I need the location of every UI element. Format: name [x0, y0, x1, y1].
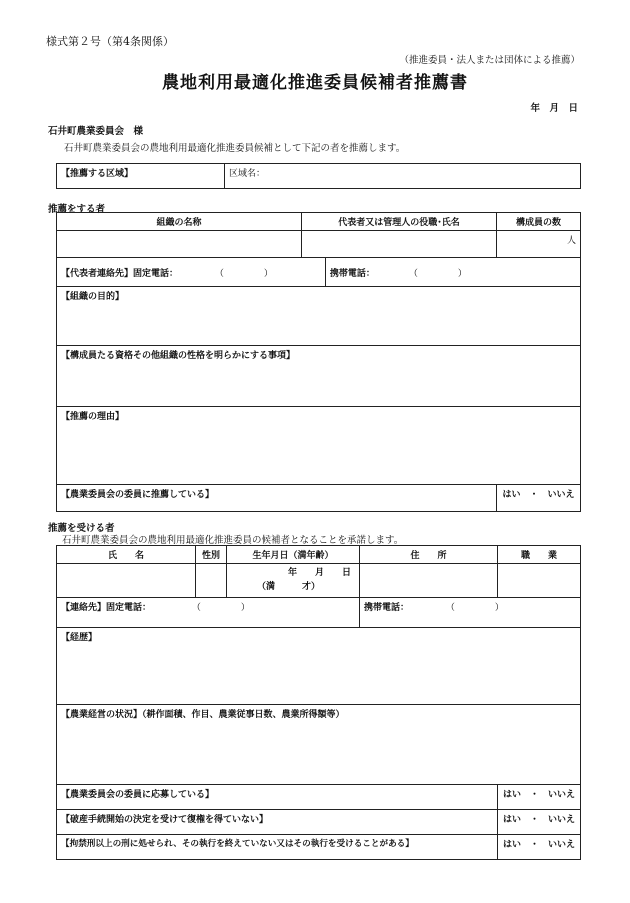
candidate-phone-label: 【連絡先】固定電話：: [61, 603, 152, 613]
member-count-header: 構成員の数: [497, 213, 581, 231]
org-name-field[interactable]: [57, 231, 302, 258]
candidate-phone-field[interactable]: [192, 600, 302, 613]
name-header: 氏 名: [57, 546, 196, 564]
q3-yes-no[interactable]: はい ・ いいえ: [498, 835, 581, 860]
farming-label: 【農業経営の状況】（耕作面積、作目、農業従事日数、農業所得額等）: [61, 710, 345, 720]
career-field[interactable]: [57, 628, 581, 705]
sex-field[interactable]: [196, 564, 227, 598]
representative-field[interactable]: [302, 231, 497, 258]
candidate-consent: 石井町農業委員会の農地利用最適化推進委員の候補者となることを承諾します。: [62, 535, 404, 546]
paren-close: ）: [263, 268, 273, 279]
recommender-table: [56, 212, 581, 512]
name-field[interactable]: [57, 564, 196, 598]
qualification-label: 【構成員たる資格その他組織の性格を明らかにする事項】: [61, 351, 296, 361]
q1-yes-no[interactable]: はい ・ いいえ: [498, 785, 581, 810]
candidate-heading: 推薦を受ける者: [48, 523, 115, 534]
committee-question: 【農業委員会の委員に推薦している】: [57, 485, 497, 512]
form-number: 様式第２号（第4条関係）: [46, 35, 174, 48]
paren-open: （: [214, 268, 224, 279]
rep-phone-field[interactable]: [215, 266, 325, 279]
area-label: 【推薦する区域】: [57, 164, 225, 189]
recommendation-type-note: （推進委員・法人または団体による推薦）: [399, 55, 580, 66]
paren-close: ）: [457, 268, 467, 279]
intro-text: 石井町農業委員会の農地利用最適化推進委員候補として下記の者を推薦します。: [64, 143, 406, 154]
paren-close: ）: [494, 603, 504, 613]
job-field[interactable]: [498, 564, 581, 598]
candidate-mobile-cell[interactable]: [360, 598, 581, 628]
q2-yes-no[interactable]: はい ・ いいえ: [498, 810, 581, 835]
paren-open: （: [408, 268, 418, 279]
recommender-heading: 推薦をする者: [48, 204, 106, 215]
birth-age: （満 才）: [257, 582, 321, 592]
rep-phone-label: 【代表者連絡先】固定電話：: [61, 268, 179, 279]
address-header: 住 所: [360, 546, 498, 564]
reason-label: 【推薦の理由】: [61, 412, 125, 422]
area-name-label: 区域名：: [229, 169, 266, 179]
rep-mobile-label: 携帯電話：: [329, 268, 375, 279]
address-field[interactable]: [360, 564, 498, 598]
candidate-mobile-field[interactable]: [446, 600, 556, 613]
addressee: 石井町農業委員会 様: [48, 126, 144, 137]
birth-header: 生年月日（満年齢）: [227, 546, 360, 564]
candidate-mobile-label: 携帯電話：: [364, 603, 410, 613]
career-label: 【経歴】: [61, 633, 98, 643]
paren-close: ）: [240, 603, 250, 613]
birth-date: 年 月 日: [287, 568, 351, 578]
candidate-phone-cell[interactable]: [57, 598, 360, 628]
q3-question: 【拘禁刑以上の刑に処せられ、その執行を終えていない又はその執行を受けることがある】: [57, 835, 498, 860]
area-name-field[interactable]: [225, 164, 581, 189]
birth-field[interactable]: [227, 564, 360, 598]
representative-header: 代表者又は管理人の役職･氏名: [302, 213, 497, 231]
purpose-field[interactable]: [57, 287, 581, 346]
area-table: [56, 163, 581, 189]
paren-open: （: [445, 603, 455, 613]
q2-question: 【破産手続開始の決定を受けて復権を得ていない】: [57, 810, 498, 835]
committee-yes-no[interactable]: はい ・ いいえ: [497, 485, 581, 512]
date-line: 年 月 日: [530, 103, 578, 114]
rep-contact-cell: [57, 258, 497, 287]
reason-field[interactable]: [57, 407, 581, 485]
member-count-field[interactable]: [497, 231, 581, 258]
member-unit: 人: [566, 236, 576, 246]
candidate-table: [56, 545, 581, 860]
org-name-header: 組織の名称: [57, 213, 302, 231]
q1-question: 【農業委員会の委員に応募している】: [57, 785, 498, 810]
job-header: 職 業: [498, 546, 581, 564]
rep-mobile-field[interactable]: [409, 266, 497, 279]
qualification-field[interactable]: [57, 346, 581, 407]
rep-contact-spacer: [497, 258, 581, 287]
farming-field[interactable]: [57, 705, 581, 785]
sex-header: 性別: [196, 546, 227, 564]
purpose-label: 【組織の目的】: [61, 292, 125, 302]
document-title: 農地利用最適化推進委員候補者推薦書: [162, 73, 468, 93]
paren-open: （: [191, 603, 201, 613]
